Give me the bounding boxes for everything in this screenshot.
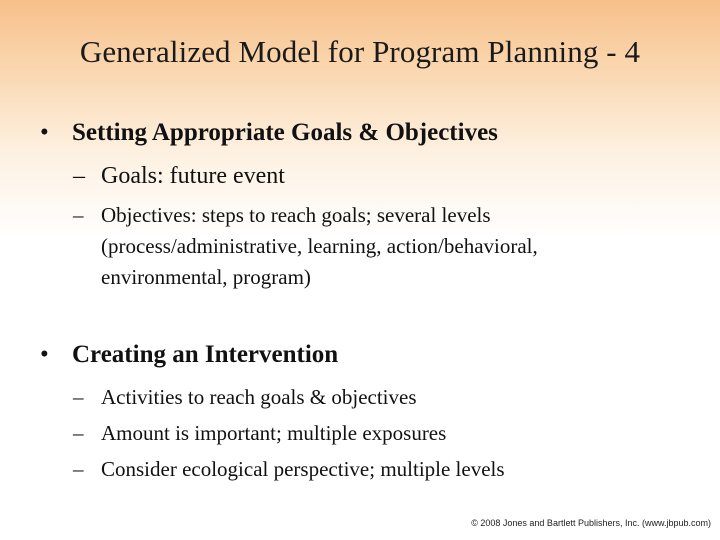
copyright-notice: © 2008 Jones and Bartlett Publishers, Inc. (www.jbpub.com)	[471, 518, 711, 528]
subitem-text: Goals: future event	[101, 163, 285, 189]
bullet-glyph: •	[40, 119, 49, 146]
subitem-continuation: (process/administrative, learning, action/behavioral,	[101, 234, 538, 258]
dash-glyph: –	[73, 385, 84, 409]
dash-glyph: –	[73, 421, 84, 445]
subitem-text: Consider ecological perspective; multiple levels	[101, 457, 505, 481]
slide-title: Generalized Model for Program Planning - 4	[79, 34, 641, 69]
bullet-goals-objectives	[40, 119, 498, 147]
subitem-objectives	[73, 200, 538, 293]
subitem-goals	[73, 161, 285, 192]
subitem-text: Objectives: steps to reach goals; several levels	[101, 203, 491, 227]
bullet-glyph: •	[40, 341, 49, 368]
dash-glyph: –	[73, 163, 85, 189]
subitem-ecological	[73, 454, 505, 485]
subitem-text: Amount is important; multiple exposures	[101, 421, 447, 445]
bullet-text: Creating an Intervention	[72, 341, 339, 368]
subitem-activities	[73, 382, 417, 413]
dash-glyph: –	[73, 203, 84, 227]
bullet-text: Setting Appropriate Goals & Objectives	[72, 119, 498, 146]
subitem-amount	[73, 418, 446, 449]
dash-glyph: –	[73, 457, 84, 481]
subitem-text: Activities to reach goals & objectives	[101, 385, 417, 409]
bullet-creating-intervention	[40, 341, 338, 369]
subitem-continuation: environmental, program)	[101, 265, 311, 289]
